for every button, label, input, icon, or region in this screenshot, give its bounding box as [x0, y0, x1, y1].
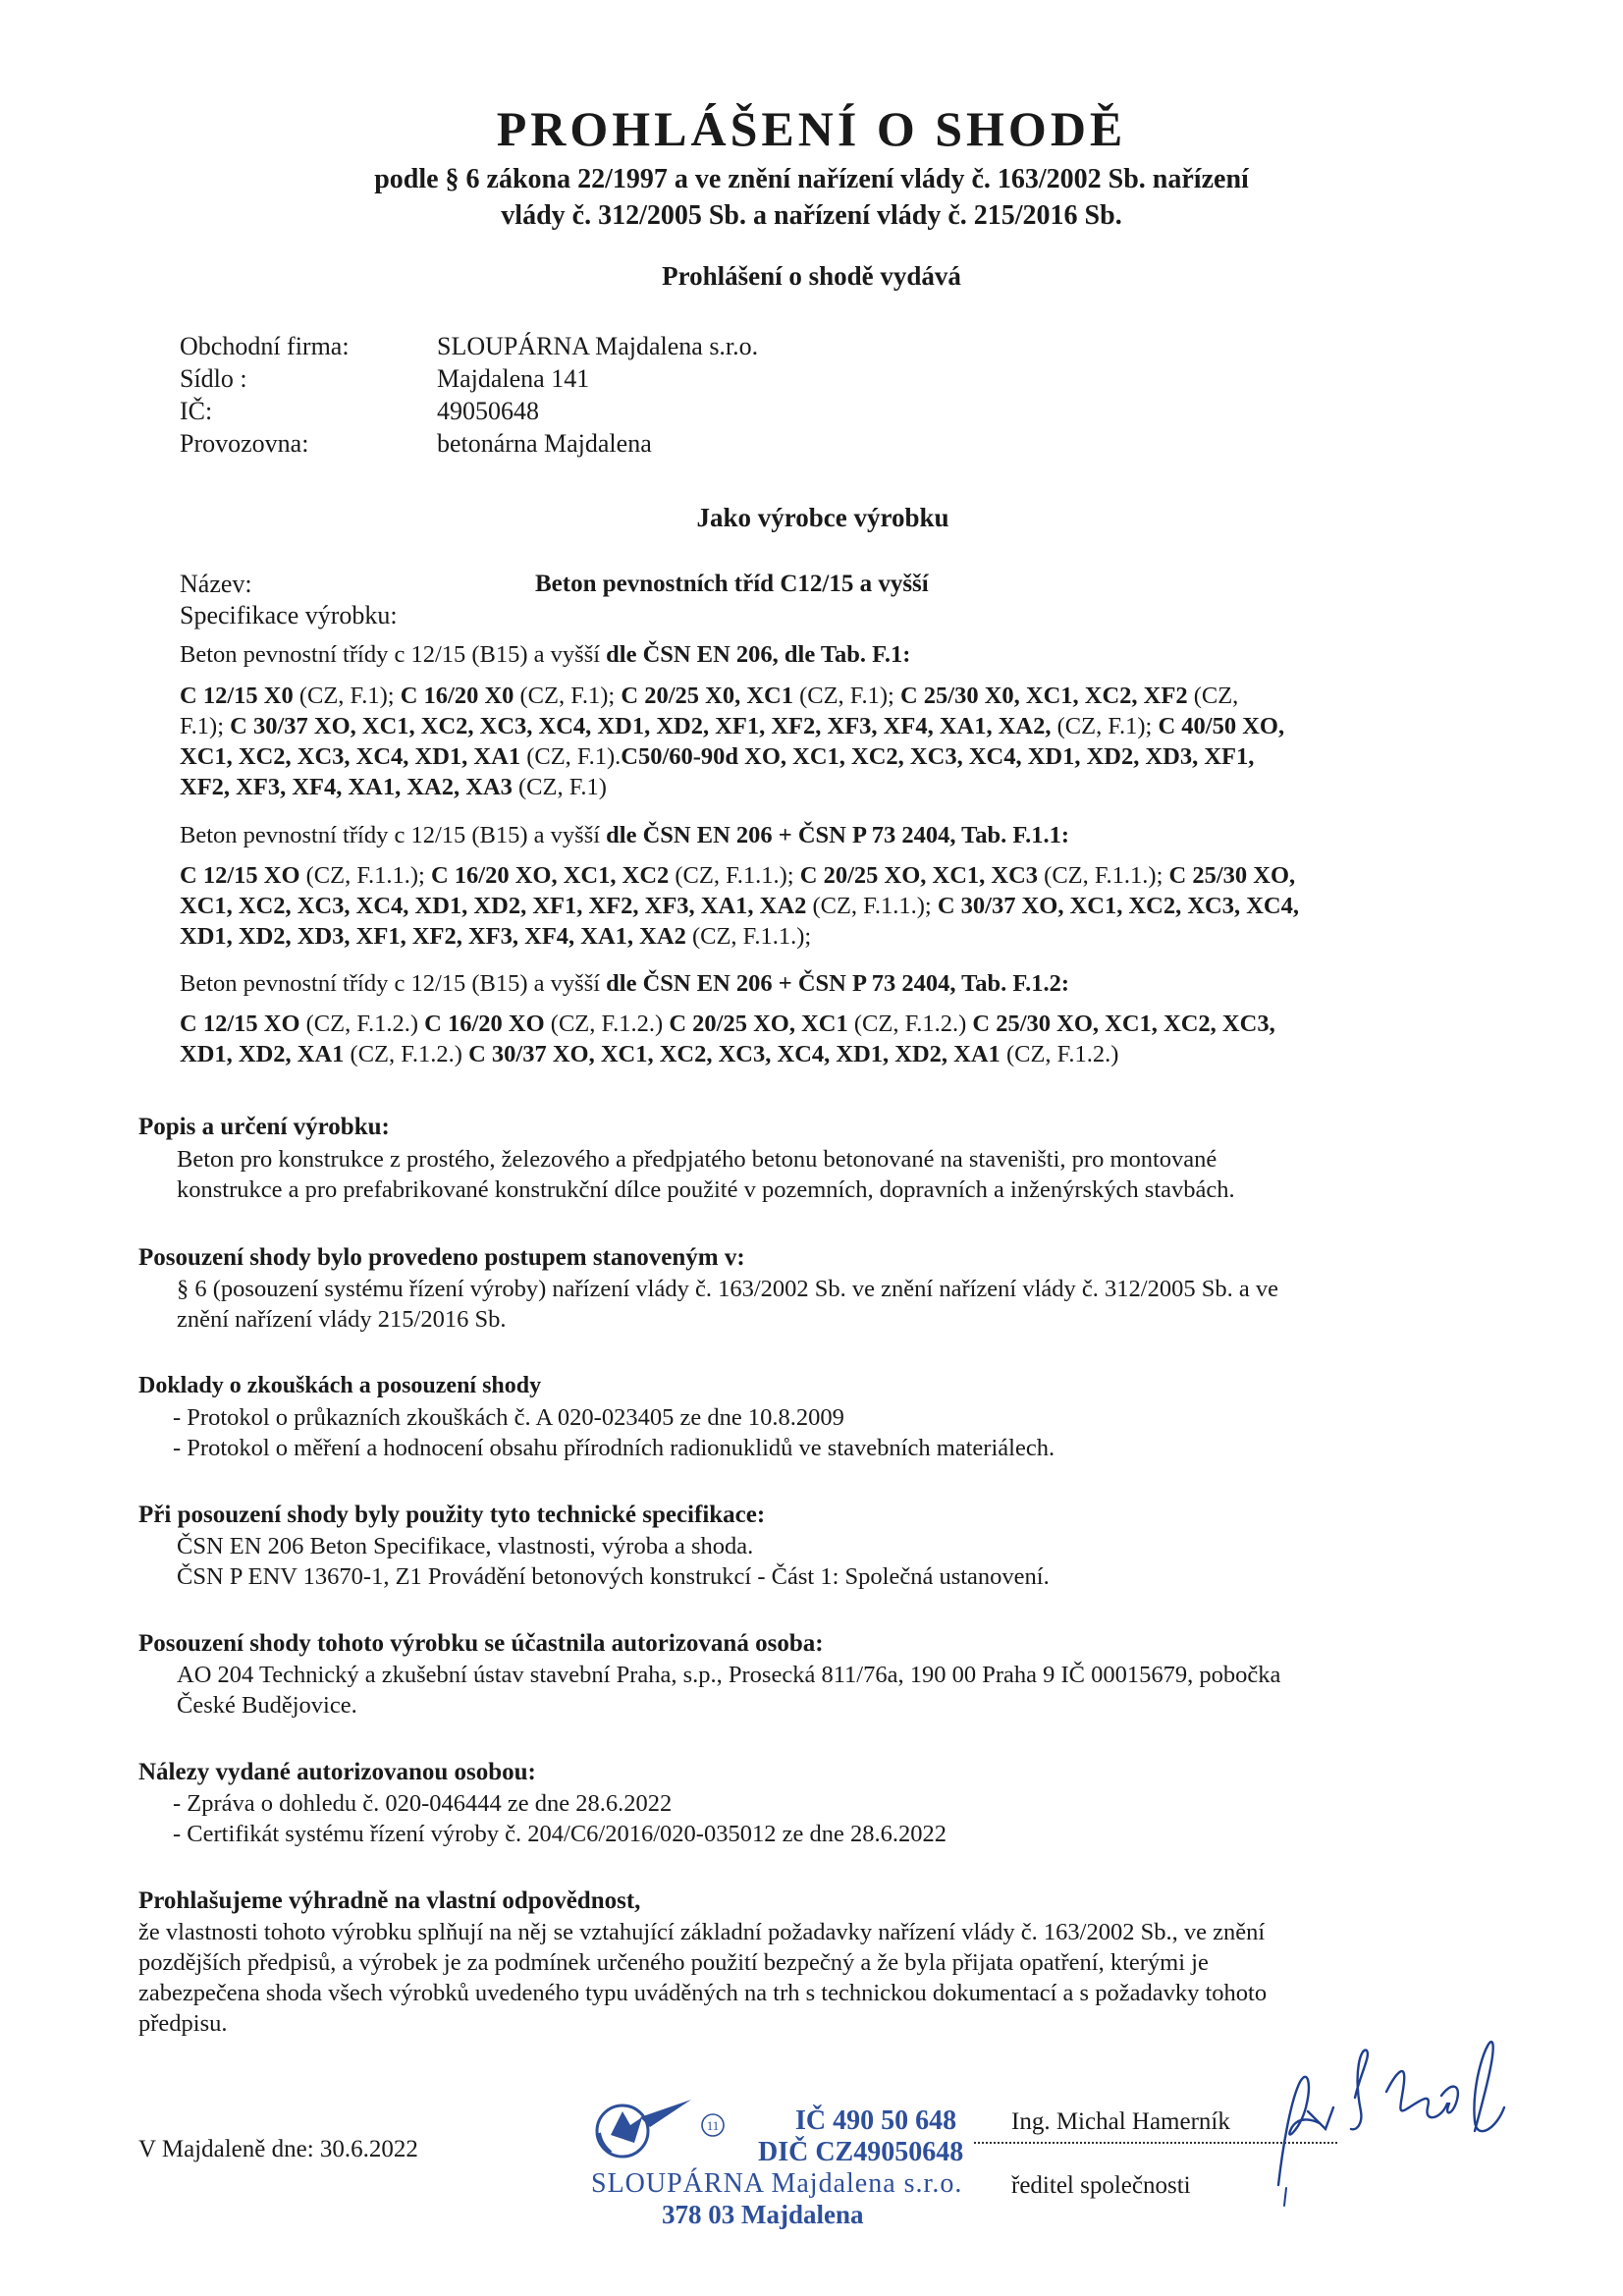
- stamp-company: SLOUPÁRNA Majdalena s.r.o.: [591, 2168, 963, 2199]
- product-name-value: Beton pevnostních tříd C12/15 a vyšší: [535, 571, 929, 597]
- signer-name: Ing. Michal Hamerník: [1011, 2108, 1230, 2135]
- company-stamp: [571, 2084, 1003, 2231]
- declaration-line: zabezpečena shoda všech výrobků uvedeného typu uváděných na trh s technickou dokumentací a s požadavky tohoto: [138, 1980, 1268, 2006]
- tab-f1-line: XF2, XF3, XF4, XA1, XA2, XA3 (CZ, F.1): [180, 774, 607, 800]
- test-documents-heading: Doklady o zkouškách a posouzení shody: [138, 1373, 542, 1398]
- issuer-value-seat: Majdalena 141: [437, 364, 590, 393]
- issuer-value-company: SLOUPÁRNA Majdalena s.r.o.: [437, 332, 759, 360]
- findings-heading: Nálezy vydané autorizovanou osobou:: [138, 1759, 536, 1785]
- subtitle-line-2: vlády č. 312/2005 Sb. a nařízení vlády č. 215/2016 Sb.: [501, 200, 1122, 231]
- product-spec-label: Specifikace výrobku:: [180, 601, 398, 629]
- stamp-logo-icon: [581, 2088, 699, 2166]
- handwritten-signature: [1239, 2013, 1534, 2210]
- tab-f11-intro-text: Beton pevnostní třídy c 12/15 (B15) a vyšší: [180, 822, 607, 848]
- specification-item: ČSN P ENV 13670-1, Z1 Provádění betonových konstrukcí - Část 1: Společná ustanovení.: [177, 1563, 1050, 1590]
- document-subtitle: [0, 161, 1623, 234]
- document-title: PROHLÁŠENÍ O SHODĚ: [496, 101, 1127, 156]
- tab-f11-line: XD1, XD2, XD3, XF1, XF2, XF3, XF4, XA1, XA2 (CZ, F.1.1.);: [180, 923, 812, 950]
- tab-f1-intro-standard: dle ČSN EN 206, dle Tab. F.1:: [606, 641, 911, 668]
- notified-body-heading: Posouzení shody tohoto výrobku se účastnila autorizovaná osoba:: [138, 1630, 824, 1657]
- stamp-number: 11: [706, 2118, 720, 2133]
- tab-f12-intro: [180, 968, 1069, 999]
- tab-f1-intro-text: Beton pevnostní třídy c 12/15 (B15) a vyšší: [180, 641, 607, 668]
- description-heading: Popis a určení výrobku:: [138, 1114, 390, 1140]
- tab-f12-intro-text: Beton pevnostní třídy c 12/15 (B15) a vyšší: [180, 970, 607, 997]
- issuer-value-ic: 49050648: [437, 397, 539, 425]
- signer-role: ředitel společnosti: [1011, 2172, 1191, 2199]
- issuer-heading: Prohlášení o shodě vydává: [662, 261, 961, 291]
- declaration-heading: Prohlašujeme výhradně na vlastní odpovědnost,: [138, 1887, 641, 1914]
- finding-item: - Zpráva o dohledu č. 020-046444 ze dne 28.6.2022: [173, 1790, 673, 1817]
- notified-body-line-1: AO 204 Technický a zkušební ústav stavební Praha, s.p., Prosecká 811/76a, 190 00 Praha 9 IČ 00015679, pobočka: [177, 1662, 1281, 1688]
- tab-f1-line: XC1, XC2, XC3, XC4, XD1, XA1 (CZ, F.1).C50/60-90d XO, XC1, XC2, XC3, XC4, XD1, XD2, XD3, XF1,: [180, 743, 1255, 770]
- producer-heading: Jako výrobce výrobku: [696, 503, 949, 532]
- notified-body-line-2: České Budějovice.: [177, 1692, 357, 1719]
- issuer-value-plant: betonárna Majdalena: [437, 429, 652, 458]
- tab-f11-line: C 12/15 XO (CZ, F.1.1.); C 16/20 XO, XC1, XC2 (CZ, F.1.1.); C 20/25 XO, XC1, XC3 (CZ, F.1.1.); C 25/30 XO,: [180, 862, 1296, 889]
- description-line-2: konstrukce a pro prefabrikované konstrukční dílce použité v pozemních, dopravních a inženýrských stavbách.: [177, 1176, 1235, 1203]
- specifications-heading: Při posouzení shody byly použity tyto technické specifikace:: [138, 1502, 766, 1528]
- stamp-ic: IČ 490 50 648: [795, 2105, 957, 2136]
- assessment-line-1: § 6 (posouzení systému řízení výroby) nařízení vlády č. 163/2002 Sb. ve znění nařízení vlády č. 312/2005 Sb. a ve: [177, 1276, 1278, 1302]
- tab-f12-line: XD1, XD2, XA1 (CZ, F.1.2.) C 30/37 XO, XC1, XC2, XC3, XC4, XD1, XD2, XA1 (CZ, F.1.2.): [180, 1041, 1119, 1067]
- stamp-dic: DIČ CZ49050648: [758, 2137, 964, 2167]
- issuer-values: [437, 330, 758, 460]
- test-document-item: - Protokol o průkazních zkouškách č. A 020-023405 ze dne 10.8.2009: [173, 1404, 844, 1431]
- issuer-label-company: Obchodní firma:: [180, 332, 350, 360]
- tab-f12-line: C 12/15 XO (CZ, F.1.2.) C 16/20 XO (CZ, F.1.2.) C 20/25 XO, XC1 (CZ, F.1.2.) C 25/30 XO, XC1, XC2, XC3,: [180, 1011, 1275, 1037]
- stamp-address: 378 03 Majdalena: [662, 2200, 864, 2229]
- declaration-line: že vlastnosti tohoto výrobku splňují na něj se vztahující základní požadavky nařízení vlády č. 163/2002 Sb., ve znění: [138, 1919, 1266, 1945]
- issuer-label-seat: Sídlo :: [180, 364, 247, 393]
- issuer-label-ic: IČ:: [180, 397, 213, 425]
- tab-f11-intro: [180, 820, 1069, 850]
- issuer-labels: [180, 330, 350, 460]
- finding-item: - Certifikát systému řízení výroby č. 204/C6/2016/020-035012 ze dne 28.6.2022: [173, 1821, 947, 1847]
- assessment-heading: Posouzení shody bylo provedeno postupem stanoveným v:: [138, 1244, 745, 1271]
- declaration-line: předpisu.: [138, 2010, 228, 2037]
- tab-f1-line: F.1); C 30/37 XO, XC1, XC2, XC3, XC4, XD1, XD2, XF1, XF2, XF3, XF4, XA1, XA2, (CZ, F.1); C 40/50 XO,: [180, 713, 1285, 739]
- tab-f1-intro: [180, 639, 910, 670]
- tab-f1-classes: [180, 681, 1466, 802]
- tab-f12-intro-standard: dle ČSN EN 206 + ČSN P 73 2404, Tab. F.1.2:: [606, 970, 1070, 997]
- description-line-1: Beton pro konstrukce z prostého, železového a předpjatého betonu betonované na staveništi, pro montované: [177, 1146, 1217, 1173]
- declaration-line: pozdějších předpisů, a výrobek je za podmínek určeného použití bezpečný a že byla přijata opatření, kterými je: [138, 1949, 1209, 1976]
- tab-f11-line: XC1, XC2, XC3, XC4, XD1, XD2, XF1, XF2, XF3, XA1, XA2 (CZ, F.1.1.); C 30/37 XO, XC1, XC2, XC3, XC4,: [180, 893, 1299, 919]
- tab-f11-intro-standard: dle ČSN EN 206 + ČSN P 73 2404, Tab. F.1.1:: [606, 822, 1070, 848]
- test-document-item: - Protokol o měření a hodnocení obsahu přírodních radionuklidů ve stavebních materiálech.: [173, 1435, 1055, 1461]
- product-name-label: Název:: [180, 570, 252, 598]
- tab-f11-classes: [180, 860, 1466, 952]
- tab-f12-classes: [180, 1009, 1466, 1069]
- stamp-number-badge-icon: [699, 2111, 727, 2139]
- issuer-label-plant: Provozovna:: [180, 429, 309, 458]
- tab-f1-line: C 12/15 X0 (CZ, F.1); C 16/20 X0 (CZ, F.1); C 20/25 X0, XC1 (CZ, F.1); C 25/30 X0, XC1, XC2, XF2 (CZ,: [180, 683, 1239, 709]
- assessment-line-2: znění nařízení vlády 215/2016 Sb.: [177, 1306, 507, 1333]
- specification-item: ČSN EN 206 Beton Specifikace, vlastnosti, výroba a shoda.: [177, 1533, 754, 1559]
- place-and-date: V Majdaleně dne: 30.6.2022: [138, 2136, 418, 2162]
- subtitle-line-1: podle § 6 zákona 22/1997 a ve znění nařízení vlády č. 163/2002 Sb. nařízení: [374, 164, 1249, 194]
